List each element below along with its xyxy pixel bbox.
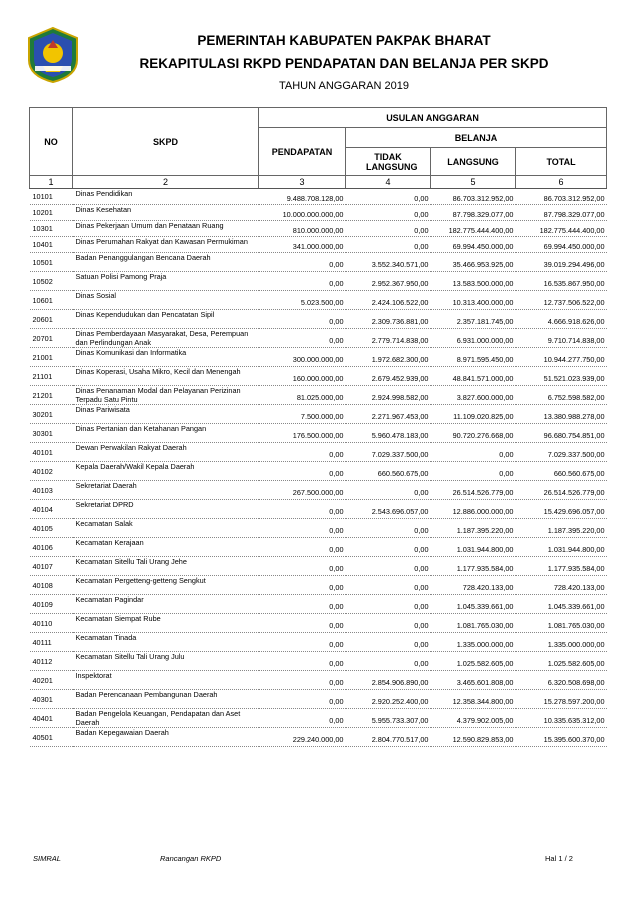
table-row — [30, 595, 607, 614]
langsung-value: 1.335.000.000,00 — [431, 633, 516, 652]
tidak-langsung-value: 0,00 — [346, 221, 431, 237]
table-row — [30, 310, 607, 329]
table-row — [30, 500, 607, 519]
table-row — [30, 728, 607, 747]
skpd-code: 30201 — [30, 405, 73, 424]
total-value: 87.798.329.077,00 — [516, 205, 607, 221]
langsung-value: 0,00 — [431, 462, 516, 481]
skpd-code: 10502 — [30, 272, 73, 291]
skpd-name: Sekretariat DPRD — [73, 500, 259, 519]
total-value: 6.752.598.582,00 — [516, 386, 607, 405]
skpd-name: Badan Pengelola Keuangan, Pendapatan dan Aset Daerah — [73, 709, 259, 728]
pendapatan-value: 0,00 — [259, 272, 346, 291]
pendapatan-value: 0,00 — [259, 310, 346, 329]
langsung-value: 728.420.133,00 — [431, 576, 516, 595]
skpd-code: 21101 — [30, 367, 73, 386]
total-value: 1.177.935.584,00 — [516, 557, 607, 576]
tidak-langsung-value: 2.920.252.400,00 — [346, 690, 431, 709]
table-row — [30, 633, 607, 652]
langsung-value: 3.465.601.808,00 — [431, 671, 516, 690]
tidak-langsung-value: 5.955.733.307,00 — [346, 709, 431, 728]
skpd-code: 10101 — [30, 189, 73, 205]
skpd-code: 40107 — [30, 557, 73, 576]
table-row — [30, 386, 607, 405]
total-value: 69.994.450.000,00 — [516, 237, 607, 253]
tidak-langsung-value: 0,00 — [346, 595, 431, 614]
total-value: 51.521.023.939,00 — [516, 367, 607, 386]
total-value: 86.703.312.952,00 — [516, 189, 607, 205]
skpd-code: 40112 — [30, 652, 73, 671]
table-row — [30, 205, 607, 221]
skpd-code: 10601 — [30, 291, 73, 310]
total-value: 15.429.696.057,00 — [516, 500, 607, 519]
pendapatan-value: 0,00 — [259, 329, 346, 348]
skpd-name: Kecamatan Sitellu Tali Urang Julu — [73, 652, 259, 671]
budget-table — [29, 107, 607, 747]
total-value: 1.025.582.605,00 — [516, 652, 607, 671]
pendapatan-value: 9.488.708.128,00 — [259, 189, 346, 205]
pendapatan-value: 300.000.000,00 — [259, 348, 346, 367]
pendapatan-value: 0,00 — [259, 633, 346, 652]
header-belanja: BELANJA — [346, 128, 607, 148]
skpd-code: 10401 — [30, 237, 73, 253]
langsung-value: 1.045.339.661,00 — [431, 595, 516, 614]
skpd-name: Dinas Komunikasi dan Informatika — [73, 348, 259, 367]
tidak-langsung-value: 2.804.770.517,00 — [346, 728, 431, 747]
pendapatan-value: 341.000.000,00 — [259, 237, 346, 253]
table-row — [30, 424, 607, 443]
table-row — [30, 652, 607, 671]
skpd-code: 40111 — [30, 633, 73, 652]
total-value: 1.081.765.030,00 — [516, 614, 607, 633]
tidak-langsung-value: 0,00 — [346, 557, 431, 576]
skpd-code: 40401 — [30, 709, 73, 728]
table-row — [30, 348, 607, 367]
skpd-code: 10301 — [30, 221, 73, 237]
langsung-value: 35.466.953.925,00 — [431, 253, 516, 272]
skpd-code: 10501 — [30, 253, 73, 272]
table-row — [30, 462, 607, 481]
skpd-code: 30301 — [30, 424, 73, 443]
skpd-name: Dinas Kependudukan dan Pencatatan Sipil — [73, 310, 259, 329]
table-row — [30, 538, 607, 557]
langsung-value: 86.703.312.952,00 — [431, 189, 516, 205]
table-row — [30, 367, 607, 386]
tidak-langsung-value: 0,00 — [346, 189, 431, 205]
total-value: 660.560.675,00 — [516, 462, 607, 481]
skpd-name: Dinas Pariwisata — [73, 405, 259, 424]
skpd-code: 20601 — [30, 310, 73, 329]
skpd-code: 21001 — [30, 348, 73, 367]
table-row — [30, 709, 607, 728]
skpd-name: Sekretariat Daerah — [73, 481, 259, 500]
tidak-langsung-value: 2.271.967.453,00 — [346, 405, 431, 424]
skpd-name: Kecamatan Sitellu Tali Urang Jehe — [73, 557, 259, 576]
table-row — [30, 614, 607, 633]
skpd-name: Badan Penanggulangan Bencana Daerah — [73, 253, 259, 272]
skpd-name: Dinas Penanaman Modal dan Pelayanan Perizinan Terpadu Satu Pintu — [73, 386, 259, 405]
tidak-langsung-value: 2.543.696.057,00 — [346, 500, 431, 519]
column-number-row — [30, 176, 607, 189]
skpd-name: Kecamatan Siempat Rube — [73, 614, 259, 633]
pendapatan-value: 0,00 — [259, 557, 346, 576]
langsung-value: 0,00 — [431, 443, 516, 462]
tidak-langsung-value: 0,00 — [346, 614, 431, 633]
pendapatan-value: 7.500.000,00 — [259, 405, 346, 424]
pendapatan-value: 5.023.500,00 — [259, 291, 346, 310]
skpd-code: 40102 — [30, 462, 73, 481]
table-row — [30, 557, 607, 576]
column-number: 5 — [431, 176, 516, 189]
page-title: PEMERINTAH KABUPATEN PAKPAK BHARAT — [197, 33, 491, 48]
pendapatan-value: 0,00 — [259, 462, 346, 481]
skpd-name: Kepala Daerah/Wakil Kepala Daerah — [73, 462, 259, 481]
table-row — [30, 221, 607, 237]
pendapatan-value: 0,00 — [259, 595, 346, 614]
skpd-name: Dinas Koperasi, Usaha Mikro, Kecil dan Menengah — [73, 367, 259, 386]
skpd-name: Dinas Kesehatan — [73, 205, 259, 221]
table-row — [30, 272, 607, 291]
footer-page-number: Hal 1 / 2 — [545, 854, 573, 863]
pendapatan-value: 229.240.000,00 — [259, 728, 346, 747]
total-value: 96.680.754.851,00 — [516, 424, 607, 443]
skpd-name: Dinas Perumahan Rakyat dan Kawasan Permukiman — [73, 237, 259, 253]
langsung-value: 4.379.902.005,00 — [431, 709, 516, 728]
total-value: 15.278.597.200,00 — [516, 690, 607, 709]
column-number: 2 — [73, 176, 259, 189]
tidak-langsung-value: 1.972.682.300,00 — [346, 348, 431, 367]
total-value: 39.019.294.496,00 — [516, 253, 607, 272]
langsung-value: 1.177.935.584,00 — [431, 557, 516, 576]
skpd-code: 40301 — [30, 690, 73, 709]
pendapatan-value: 0,00 — [259, 614, 346, 633]
total-value: 10.335.635.312,00 — [516, 709, 607, 728]
pendapatan-value: 160.000.000,00 — [259, 367, 346, 386]
skpd-code: 21201 — [30, 386, 73, 405]
tidak-langsung-value: 2.679.452.939,00 — [346, 367, 431, 386]
pendapatan-value: 267.500.000,00 — [259, 481, 346, 500]
skpd-name: Badan Perencanaan Pembangunan Daerah — [73, 690, 259, 709]
langsung-value: 90.720.276.668,00 — [431, 424, 516, 443]
pendapatan-value: 0,00 — [259, 690, 346, 709]
pendapatan-value: 0,00 — [259, 253, 346, 272]
total-value: 16.535.867.950,00 — [516, 272, 607, 291]
pendapatan-value: 810.000.000,00 — [259, 221, 346, 237]
langsung-value: 87.798.329.077,00 — [431, 205, 516, 221]
total-value: 12.737.506.522,00 — [516, 291, 607, 310]
table-row — [30, 671, 607, 690]
skpd-name: Kecamatan Pagindar — [73, 595, 259, 614]
skpd-code: 40108 — [30, 576, 73, 595]
table-row — [30, 291, 607, 310]
langsung-value: 26.514.526.779,00 — [431, 481, 516, 500]
skpd-code: 40109 — [30, 595, 73, 614]
skpd-name: Badan Kepegawaian Daerah — [73, 728, 259, 747]
skpd-name: Dinas Sosial — [73, 291, 259, 310]
table-row — [30, 405, 607, 424]
total-value: 1.187.395.220,00 — [516, 519, 607, 538]
tidak-langsung-value: 7.029.337.500,00 — [346, 443, 431, 462]
header-tidak-langsung: TIDAK LANGSUNG — [346, 148, 431, 176]
tidak-langsung-value: 0,00 — [346, 519, 431, 538]
tidak-langsung-value: 0,00 — [346, 633, 431, 652]
langsung-value: 13.583.500.000,00 — [431, 272, 516, 291]
langsung-value: 1.025.582.605,00 — [431, 652, 516, 671]
total-value: 182.775.444.400,00 — [516, 221, 607, 237]
skpd-name: Dewan Perwakilan Rakyat Daerah — [73, 443, 259, 462]
tidak-langsung-value: 2.924.998.582,00 — [346, 386, 431, 405]
total-value: 1.045.339.661,00 — [516, 595, 607, 614]
pakpak-bharat-emblem-icon — [26, 26, 80, 84]
table-row — [30, 519, 607, 538]
langsung-value: 182.775.444.400,00 — [431, 221, 516, 237]
table-row — [30, 329, 607, 348]
skpd-code: 40104 — [30, 500, 73, 519]
langsung-value: 10.313.400.000,00 — [431, 291, 516, 310]
total-value: 1.031.944.800,00 — [516, 538, 607, 557]
tidak-langsung-value: 2.952.367.950,00 — [346, 272, 431, 291]
tidak-langsung-value: 2.779.714.838,00 — [346, 329, 431, 348]
pendapatan-value: 0,00 — [259, 538, 346, 557]
skpd-code: 40101 — [30, 443, 73, 462]
table-row — [30, 189, 607, 205]
langsung-value: 3.827.600.000,00 — [431, 386, 516, 405]
pendapatan-value: 10.000.000.000,00 — [259, 205, 346, 221]
pendapatan-value: 0,00 — [259, 652, 346, 671]
tidak-langsung-value: 660.560.675,00 — [346, 462, 431, 481]
tidak-langsung-value: 3.552.340.571,00 — [346, 253, 431, 272]
skpd-code: 40103 — [30, 481, 73, 500]
skpd-name: Dinas Pendidikan — [73, 189, 259, 205]
header-usulan-anggaran: USULAN ANGGARAN — [259, 108, 607, 128]
table-row — [30, 576, 607, 595]
tidak-langsung-value: 0,00 — [346, 481, 431, 500]
table-row — [30, 690, 607, 709]
column-number: 4 — [346, 176, 431, 189]
table-row — [30, 253, 607, 272]
skpd-name: Kecamatan Salak — [73, 519, 259, 538]
skpd-name: Satuan Polisi Pamong Praja — [73, 272, 259, 291]
skpd-code: 40110 — [30, 614, 73, 633]
header-no: NO — [30, 108, 73, 176]
total-value: 4.666.918.626,00 — [516, 310, 607, 329]
column-number: 1 — [30, 176, 73, 189]
skpd-name: Dinas Pertanian dan Ketahanan Pangan — [73, 424, 259, 443]
footer-document-name: Rancangan RKPD — [160, 854, 222, 863]
skpd-code: 40106 — [30, 538, 73, 557]
pendapatan-value: 0,00 — [259, 576, 346, 595]
tidak-langsung-value: 0,00 — [346, 576, 431, 595]
skpd-code: 20701 — [30, 329, 73, 348]
langsung-value: 1.081.765.030,00 — [431, 614, 516, 633]
pendapatan-value: 0,00 — [259, 709, 346, 728]
column-number: 3 — [259, 176, 346, 189]
total-value: 15.395.600.370,00 — [516, 728, 607, 747]
header-pendapatan: PENDAPATAN — [259, 128, 346, 176]
skpd-name: Dinas Pemberdayaan Masyarakat, Desa, Perempuan dan Perlindungan Anak — [73, 329, 259, 348]
pendapatan-value: 0,00 — [259, 519, 346, 538]
langsung-value: 12.358.344.800,00 — [431, 690, 516, 709]
tidak-langsung-value: 2.424.106.522,00 — [346, 291, 431, 310]
total-value: 6.320.508.698,00 — [516, 671, 607, 690]
langsung-value: 48.841.571.000,00 — [431, 367, 516, 386]
langsung-value: 8.971.595.450,00 — [431, 348, 516, 367]
tidak-langsung-value: 5.960.478.183,00 — [346, 424, 431, 443]
langsung-value: 12.590.829.853,00 — [431, 728, 516, 747]
total-value: 728.420.133,00 — [516, 576, 607, 595]
tidak-langsung-value: 0,00 — [346, 652, 431, 671]
pendapatan-value: 0,00 — [259, 500, 346, 519]
column-number: 6 — [516, 176, 607, 189]
langsung-value: 69.994.450.000,00 — [431, 237, 516, 253]
skpd-name: Kecamatan Tinada — [73, 633, 259, 652]
skpd-code: 10201 — [30, 205, 73, 221]
skpd-code: 40501 — [30, 728, 73, 747]
langsung-value: 6.931.000.000,00 — [431, 329, 516, 348]
pendapatan-value: 81.025.000,00 — [259, 386, 346, 405]
pendapatan-value: 0,00 — [259, 671, 346, 690]
header-total: TOTAL — [516, 148, 607, 176]
tidak-langsung-value: 2.309.736.881,00 — [346, 310, 431, 329]
pendapatan-value: 0,00 — [259, 443, 346, 462]
footer-app-name: SIMRAL — [33, 854, 61, 863]
skpd-name: Inspektorat — [73, 671, 259, 690]
header-skpd: SKPD — [73, 108, 259, 176]
table-row — [30, 443, 607, 462]
tidak-langsung-value: 0,00 — [346, 237, 431, 253]
langsung-value: 1.031.944.800,00 — [431, 538, 516, 557]
langsung-value: 2.357.181.745,00 — [431, 310, 516, 329]
langsung-value: 1.187.395.220,00 — [431, 519, 516, 538]
pendapatan-value: 176.500.000,00 — [259, 424, 346, 443]
langsung-value: 11.109.020.825,00 — [431, 405, 516, 424]
total-value: 10.944.277.750,00 — [516, 348, 607, 367]
skpd-name: Kecamatan Kerajaan — [73, 538, 259, 557]
total-value: 13.380.988.278,00 — [516, 405, 607, 424]
tidak-langsung-value: 2.854.906.890,00 — [346, 671, 431, 690]
tidak-langsung-value: 0,00 — [346, 538, 431, 557]
skpd-name: Kecamatan Pergetteng-getteng Sengkut — [73, 576, 259, 595]
report-title: REKAPITULASI RKPD PENDAPATAN DAN BELANJA PER SKPD — [139, 56, 549, 71]
total-value: 1.335.000.000,00 — [516, 633, 607, 652]
total-value: 26.514.526.779,00 — [516, 481, 607, 500]
table-row — [30, 237, 607, 253]
skpd-name: Dinas Pekerjaan Umum dan Penataan Ruang — [73, 221, 259, 237]
table-row — [30, 481, 607, 500]
skpd-code: 40105 — [30, 519, 73, 538]
skpd-code: 40201 — [30, 671, 73, 690]
total-value: 7.029.337.500,00 — [516, 443, 607, 462]
tidak-langsung-value: 0,00 — [346, 205, 431, 221]
total-value: 9.710.714.838,00 — [516, 329, 607, 348]
fiscal-year: TAHUN ANGGARAN 2019 — [278, 80, 409, 92]
header-langsung: LANGSUNG — [431, 148, 516, 176]
langsung-value: 12.886.000.000,00 — [431, 500, 516, 519]
